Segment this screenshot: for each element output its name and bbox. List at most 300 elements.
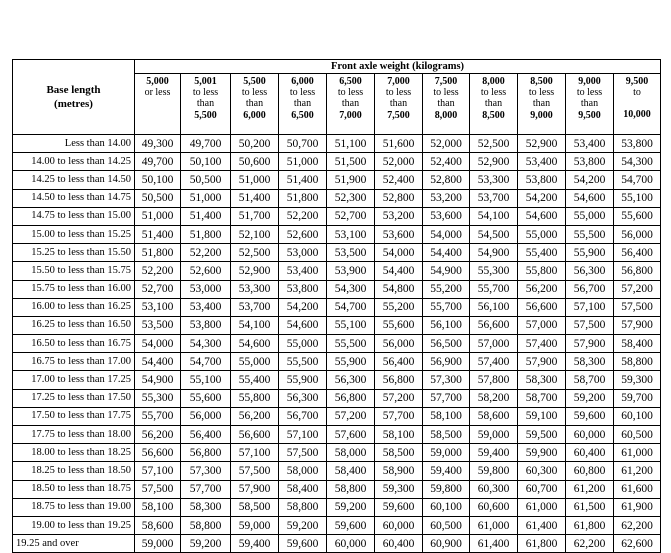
column-header-line: than [389, 98, 408, 110]
weight-limit-cell: 61,000 [614, 444, 661, 462]
weight-limit-cell: 55,600 [375, 316, 423, 334]
weight-limit-cell: 61,600 [614, 480, 661, 498]
weight-limit-cell: 52,400 [375, 171, 423, 189]
weight-limit-cell: 56,400 [375, 353, 423, 371]
base-length-row-label: 18.00 to less than 18.25 [13, 444, 135, 462]
weight-limit-cell: 52,900 [518, 135, 566, 153]
weight-limit-cell: 56,800 [181, 444, 231, 462]
base-length-row-label: 16.75 to less than 17.00 [13, 353, 135, 371]
weight-limit-cell: 55,100 [614, 189, 661, 207]
base-length-row-label: 14.50 to less than 14.75 [13, 189, 135, 207]
weight-limit-cell: 51,000 [181, 189, 231, 207]
weight-limit-cell: 57,700 [181, 480, 231, 498]
weight-limit-cell: 50,200 [231, 135, 279, 153]
column-header-line: than [293, 98, 312, 110]
weight-limit-cell: 49,300 [135, 135, 181, 153]
weight-limit-cell: 55,300 [135, 389, 181, 407]
weight-limit-cell: 56,600 [135, 444, 181, 462]
column-header-line: 8,000 [434, 109, 458, 121]
weight-limit-cell: 51,400 [231, 189, 279, 207]
weight-limit-cell: 51,000 [279, 153, 327, 171]
weight-limit-cell: 58,600 [470, 407, 518, 425]
table-row [13, 280, 661, 298]
weight-limit-cell: 57,500 [614, 298, 661, 316]
weight-limit-cell: 55,000 [279, 335, 327, 353]
weight-limit-cell: 51,800 [181, 225, 231, 243]
weight-limit-cell: 57,100 [279, 426, 327, 444]
column-header-line: 9,000 [578, 76, 601, 87]
weight-limit-cell: 56,000 [181, 407, 231, 425]
weight-limit-cell: 54,000 [375, 244, 423, 262]
weight-limit-cell: 56,200 [231, 407, 279, 425]
weight-limit-cell: 57,500 [279, 444, 327, 462]
weight-limit-cell: 54,900 [423, 262, 470, 280]
weight-limit-cell: 51,100 [327, 135, 375, 153]
weight-limit-cell: 53,200 [375, 207, 423, 225]
column-header-line: to less [289, 87, 316, 99]
weight-limit-cell: 54,500 [470, 225, 518, 243]
table-row [13, 498, 661, 516]
weight-limit-cell: 52,200 [135, 262, 181, 280]
column-header-line: to less [192, 87, 219, 99]
weight-limit-cell: 54,900 [135, 371, 181, 389]
weight-limit-cell: 58,800 [327, 480, 375, 498]
weight-column-header [181, 74, 231, 135]
weight-limit-cell: 58,200 [470, 389, 518, 407]
base-length-row-label: 16.50 to less than 16.75 [13, 335, 135, 353]
column-header-line: 10,000 [623, 109, 651, 121]
weight-limit-cell: 60,300 [470, 480, 518, 498]
weight-limit-cell: 60,500 [423, 516, 470, 534]
weight-limit-cell: 57,900 [566, 335, 614, 353]
weight-limit-cell: 61,800 [566, 516, 614, 534]
weight-limit-cell: 56,200 [135, 426, 181, 444]
base-length-row-label: 17.50 to less than 17.75 [13, 407, 135, 425]
weight-limit-cell: 60,500 [614, 426, 661, 444]
weight-limit-cell: 51,400 [135, 225, 181, 243]
weight-limit-cell: 56,100 [470, 298, 518, 316]
weight-limit-cell: 52,200 [279, 207, 327, 225]
base-length-row-label: 15.50 to less than 15.75 [13, 262, 135, 280]
weight-limit-cell: 51,900 [327, 171, 375, 189]
weight-limit-cell: 61,000 [518, 498, 566, 516]
weight-limit-cell: 53,600 [423, 207, 470, 225]
weight-limit-cell: 57,100 [566, 298, 614, 316]
weight-limit-cell: 51,000 [135, 207, 181, 225]
weight-limit-cell: 52,900 [231, 262, 279, 280]
weight-limit-cell: 55,100 [327, 316, 375, 334]
weight-limit-cell: 58,700 [518, 389, 566, 407]
weight-limit-cell: 58,500 [375, 444, 423, 462]
weight-limit-cell: 53,700 [231, 298, 279, 316]
column-header-line: than [245, 98, 264, 110]
weight-column-header [279, 74, 327, 135]
weight-limit-cell: 57,200 [614, 280, 661, 298]
weight-limit-cell: 54,400 [135, 353, 181, 371]
weight-limit-cell: 54,000 [135, 335, 181, 353]
table-row [13, 298, 661, 316]
table-row [13, 244, 661, 262]
column-header-line: 9,500 [578, 109, 601, 121]
weight-limit-cell: 57,500 [135, 480, 181, 498]
weight-limit-cell: 58,100 [423, 407, 470, 425]
weight-column-header [614, 74, 661, 135]
base-length-row-label: Less than 14.00 [13, 135, 135, 153]
weight-limit-cell: 59,600 [327, 516, 375, 534]
weight-limit-cell: 55,600 [181, 389, 231, 407]
weight-limit-cell: 61,200 [614, 462, 661, 480]
weight-limit-cell: 53,300 [470, 171, 518, 189]
column-header-line: 5,500 [194, 109, 217, 121]
weight-limit-cell: 60,400 [375, 535, 423, 553]
weight-limit-cell: 57,900 [614, 316, 661, 334]
column-header-line: 6,000 [243, 109, 266, 121]
column-header-line: than [341, 98, 360, 110]
weight-limit-cell: 52,700 [135, 280, 181, 298]
base-length-row-label: 15.00 to less than 15.25 [13, 225, 135, 243]
weight-limit-cell: 51,400 [181, 207, 231, 225]
column-header-line: 8,500 [530, 76, 553, 87]
weight-limit-cell: 62,200 [566, 535, 614, 553]
weight-limit-cell: 53,000 [181, 280, 231, 298]
column-header-line: 6,500 [291, 109, 314, 121]
table-row [13, 426, 661, 444]
base-length-row-label: 15.75 to less than 16.00 [13, 280, 135, 298]
weight-limit-cell: 59,100 [518, 407, 566, 425]
weight-limit-cell: 58,000 [327, 444, 375, 462]
weight-limit-cell: 53,500 [327, 244, 375, 262]
weight-limit-cell: 55,100 [181, 371, 231, 389]
weight-limit-cell: 50,100 [181, 153, 231, 171]
column-header-line: to [633, 87, 641, 99]
weight-limit-cell: 53,400 [279, 262, 327, 280]
weight-column-header [470, 74, 518, 135]
weight-column-header [423, 74, 470, 135]
column-header-line: 7,500 [387, 109, 410, 121]
weight-limit-cell: 58,900 [375, 462, 423, 480]
column-header-line: 7,000 [387, 76, 410, 87]
weight-limit-cell: 55,600 [614, 207, 661, 225]
weight-limit-cell: 52,600 [279, 225, 327, 243]
weight-limit-cell: 54,200 [518, 189, 566, 207]
weight-limit-cell: 53,700 [470, 189, 518, 207]
weight-limit-cell: 52,700 [327, 207, 375, 225]
column-header-line: 9,500 [625, 76, 649, 87]
weight-limit-cell: 53,300 [231, 280, 279, 298]
weight-limit-cell: 53,600 [375, 225, 423, 243]
weight-limit-cell: 58,300 [181, 498, 231, 516]
weight-limit-cell: 57,300 [423, 371, 470, 389]
weight-limit-cell: 53,900 [327, 262, 375, 280]
weight-limit-cell: 52,500 [470, 135, 518, 153]
weight-limit-cell: 58,300 [566, 353, 614, 371]
weight-limit-cell: 59,200 [327, 498, 375, 516]
weight-limit-cell: 60,700 [518, 480, 566, 498]
table-row [13, 135, 661, 153]
weight-limit-cell: 55,300 [470, 262, 518, 280]
weight-limit-cell: 60,000 [327, 535, 375, 553]
base-length-row-label: 15.25 to less than 15.50 [13, 244, 135, 262]
base-length-row-label: 14.00 to less than 14.25 [13, 153, 135, 171]
column-header-line: than [532, 98, 551, 110]
weight-limit-cell: 58,100 [135, 498, 181, 516]
weight-limit-cell: 58,400 [279, 480, 327, 498]
weight-limit-cell: 57,700 [423, 389, 470, 407]
weight-limit-cell: 56,800 [375, 371, 423, 389]
weight-limit-cell: 54,100 [470, 207, 518, 225]
weight-limit-cell: 56,400 [614, 244, 661, 262]
weight-limit-cell: 51,500 [327, 153, 375, 171]
column-header-line: 7,000 [339, 109, 362, 121]
weight-limit-cell: 59,600 [375, 498, 423, 516]
table-row [13, 171, 661, 189]
weight-limit-cell: 59,000 [423, 444, 470, 462]
weight-limit-cell: 54,700 [181, 353, 231, 371]
weight-limit-cell: 54,300 [327, 280, 375, 298]
weight-limit-cell: 51,800 [279, 189, 327, 207]
weight-limit-cell: 58,600 [135, 516, 181, 534]
axle-weight-table [12, 59, 661, 553]
weight-column-header [327, 74, 375, 135]
table-row [13, 225, 661, 243]
weight-limit-cell: 50,700 [279, 135, 327, 153]
weight-limit-cell: 58,800 [614, 353, 661, 371]
weight-limit-cell: 54,600 [279, 316, 327, 334]
weight-limit-cell: 54,400 [375, 262, 423, 280]
column-header-line: than [437, 98, 455, 110]
weight-limit-cell: 58,800 [181, 516, 231, 534]
base-length-row-label: 18.25 to less than 18.50 [13, 462, 135, 480]
weight-limit-cell: 58,300 [518, 371, 566, 389]
weight-limit-cell: 55,200 [423, 280, 470, 298]
weight-limit-cell: 54,200 [566, 171, 614, 189]
weight-limit-cell: 53,100 [135, 298, 181, 316]
weight-limit-cell: 60,300 [518, 462, 566, 480]
weight-limit-cell: 61,000 [470, 516, 518, 534]
weight-limit-cell: 56,700 [279, 407, 327, 425]
weight-limit-cell: 56,000 [375, 335, 423, 353]
weight-limit-cell: 53,100 [327, 225, 375, 243]
weight-limit-cell: 54,300 [614, 153, 661, 171]
weight-limit-cell: 59,800 [423, 480, 470, 498]
weight-limit-cell: 56,800 [327, 389, 375, 407]
weight-limit-cell: 54,400 [423, 244, 470, 262]
base-length-label: Base length [46, 84, 101, 96]
weight-limit-cell: 55,900 [566, 244, 614, 262]
weight-limit-cell: 50,500 [181, 171, 231, 189]
weight-limit-cell: 60,100 [614, 407, 661, 425]
weight-limit-cell: 54,600 [518, 207, 566, 225]
column-header-line: than [196, 98, 215, 110]
weight-limit-cell: 56,100 [423, 316, 470, 334]
weight-limit-cell: 55,500 [279, 353, 327, 371]
column-header-line: to less [433, 87, 459, 99]
weight-limit-cell: 52,600 [181, 262, 231, 280]
column-header-line: 6,500 [339, 76, 362, 87]
weight-limit-cell: 60,400 [566, 444, 614, 462]
base-length-row-label: 14.25 to less than 14.50 [13, 171, 135, 189]
weight-limit-cell: 57,600 [327, 426, 375, 444]
weight-limit-cell: 57,100 [135, 462, 181, 480]
weight-limit-cell: 52,000 [375, 153, 423, 171]
weight-limit-cell: 53,800 [566, 153, 614, 171]
weight-limit-cell: 53,800 [279, 280, 327, 298]
weight-column-header [231, 74, 279, 135]
column-header-line: 5,500 [243, 76, 266, 87]
table-row [13, 389, 661, 407]
weight-limit-cell: 62,600 [614, 535, 661, 553]
weight-limit-cell: 53,400 [181, 298, 231, 316]
weight-limit-cell: 51,700 [231, 207, 279, 225]
weight-limit-cell: 54,700 [327, 298, 375, 316]
weight-limit-cell: 58,000 [279, 462, 327, 480]
column-header-line: to less [576, 87, 603, 99]
weight-column-header [566, 74, 614, 135]
weight-limit-cell: 61,400 [518, 516, 566, 534]
weight-limit-cell: 52,000 [423, 135, 470, 153]
weight-limit-cell: 56,800 [614, 262, 661, 280]
weight-limit-cell: 60,100 [423, 498, 470, 516]
weight-limit-cell: 54,800 [375, 280, 423, 298]
weight-limit-cell: 55,800 [231, 389, 279, 407]
table-row [13, 371, 661, 389]
weight-limit-cell: 53,000 [279, 244, 327, 262]
weight-limit-cell: 57,900 [231, 480, 279, 498]
weight-limit-cell: 53,800 [181, 316, 231, 334]
weight-limit-cell: 54,700 [614, 171, 661, 189]
weight-limit-cell: 57,500 [566, 316, 614, 334]
weight-limit-cell: 60,600 [470, 498, 518, 516]
table-row [13, 444, 661, 462]
column-header-line: or less [144, 87, 171, 99]
weight-limit-cell: 59,500 [518, 426, 566, 444]
weight-limit-cell: 55,700 [423, 298, 470, 316]
base-length-row-label: 17.00 to less than 17.25 [13, 371, 135, 389]
weight-limit-cell: 53,500 [135, 316, 181, 334]
weight-limit-cell: 56,600 [518, 298, 566, 316]
weight-limit-cell: 61,900 [614, 498, 661, 516]
weight-limit-cell: 52,100 [231, 225, 279, 243]
weight-limit-cell: 52,900 [470, 153, 518, 171]
weight-limit-cell: 58,100 [375, 426, 423, 444]
weight-limit-cell: 53,800 [518, 171, 566, 189]
metres-unit-label: (metres) [54, 98, 93, 110]
weight-limit-cell: 59,300 [375, 480, 423, 498]
table-row [13, 353, 661, 371]
column-header-line: 9,000 [530, 109, 553, 121]
weight-limit-cell: 59,900 [518, 444, 566, 462]
weight-limit-cell: 59,200 [566, 389, 614, 407]
weight-limit-cell: 55,900 [279, 371, 327, 389]
weight-limit-cell: 57,200 [375, 389, 423, 407]
base-length-row-label: 17.75 to less than 18.00 [13, 426, 135, 444]
weight-limit-cell: 56,900 [423, 353, 470, 371]
table-row [13, 262, 661, 280]
weight-limit-cell: 59,000 [231, 516, 279, 534]
weight-limit-cell: 61,400 [470, 535, 518, 553]
base-length-row-label: 19.25 and over [13, 535, 135, 553]
weight-limit-cell: 57,900 [518, 353, 566, 371]
table-row [13, 153, 661, 171]
column-header-line: 8,500 [482, 109, 505, 121]
weight-limit-cell: 56,300 [566, 262, 614, 280]
weight-limit-cell: 59,400 [231, 535, 279, 553]
weight-limit-cell: 54,600 [566, 189, 614, 207]
weight-limit-cell: 61,200 [566, 480, 614, 498]
column-header-line: 5,001 [194, 76, 217, 87]
base-length-row-label: 18.75 to less than 19.00 [13, 498, 135, 516]
base-length-row-label: 16.25 to less than 16.50 [13, 316, 135, 334]
table-row [13, 316, 661, 334]
weight-limit-cell: 52,800 [423, 171, 470, 189]
weight-limit-cell: 55,500 [566, 225, 614, 243]
column-header-line: than [484, 98, 503, 110]
base-length-row-label: 17.25 to less than 17.50 [13, 389, 135, 407]
weight-limit-cell: 53,800 [614, 135, 661, 153]
column-header-line: to less [385, 87, 412, 99]
weight-limit-cell: 49,700 [135, 153, 181, 171]
weight-limit-cell: 61,800 [518, 535, 566, 553]
table-row [13, 462, 661, 480]
weight-limit-cell: 59,400 [470, 444, 518, 462]
weight-limit-cell: 59,600 [279, 535, 327, 553]
weight-limit-cell: 57,500 [231, 462, 279, 480]
weight-limit-cell: 57,300 [181, 462, 231, 480]
table-row [13, 535, 661, 553]
weight-limit-cell: 55,500 [327, 335, 375, 353]
weight-limit-cell: 54,600 [231, 335, 279, 353]
base-length-row-label: 19.00 to less than 19.25 [13, 516, 135, 534]
weight-limit-cell: 55,200 [375, 298, 423, 316]
weight-limit-cell: 62,200 [614, 516, 661, 534]
weight-limit-cell: 59,300 [614, 371, 661, 389]
weight-limit-cell: 58,800 [279, 498, 327, 516]
column-header-line: 8,000 [482, 76, 505, 87]
weight-limit-cell: 59,000 [135, 535, 181, 553]
column-header-line: 7,500 [434, 76, 458, 87]
weight-limit-cell: 57,800 [470, 371, 518, 389]
weight-limit-cell: 52,400 [423, 153, 470, 171]
weight-limit-cell: 54,000 [423, 225, 470, 243]
weight-limit-cell: 51,600 [375, 135, 423, 153]
weight-limit-cell: 59,200 [181, 535, 231, 553]
weight-limit-cell: 53,400 [518, 153, 566, 171]
weight-column-header [518, 74, 566, 135]
weight-limit-cell: 55,700 [470, 280, 518, 298]
front-axle-weight-header: Front axle weight (kilograms) [135, 60, 661, 74]
weight-limit-cell: 55,900 [327, 353, 375, 371]
weight-limit-cell: 55,700 [135, 407, 181, 425]
weight-limit-cell: 53,200 [423, 189, 470, 207]
base-length-row-label: 14.75 to less than 15.00 [13, 207, 135, 225]
super-header-row [13, 60, 661, 74]
weight-limit-cell: 57,400 [470, 353, 518, 371]
weight-limit-cell: 56,300 [279, 389, 327, 407]
table-row [13, 207, 661, 225]
weight-limit-cell: 52,500 [231, 244, 279, 262]
weight-limit-cell: 55,000 [566, 207, 614, 225]
column-header-line: 5,000 [146, 76, 169, 87]
weight-limit-cell: 52,800 [375, 189, 423, 207]
table-row [13, 335, 661, 353]
weight-limit-cell: 59,600 [566, 407, 614, 425]
weight-limit-cell: 60,900 [423, 535, 470, 553]
table-row [13, 189, 661, 207]
weight-limit-cell: 51,400 [279, 171, 327, 189]
weight-column-header [135, 74, 181, 135]
weight-limit-cell: 58,400 [327, 462, 375, 480]
weight-limit-cell: 60,000 [566, 426, 614, 444]
